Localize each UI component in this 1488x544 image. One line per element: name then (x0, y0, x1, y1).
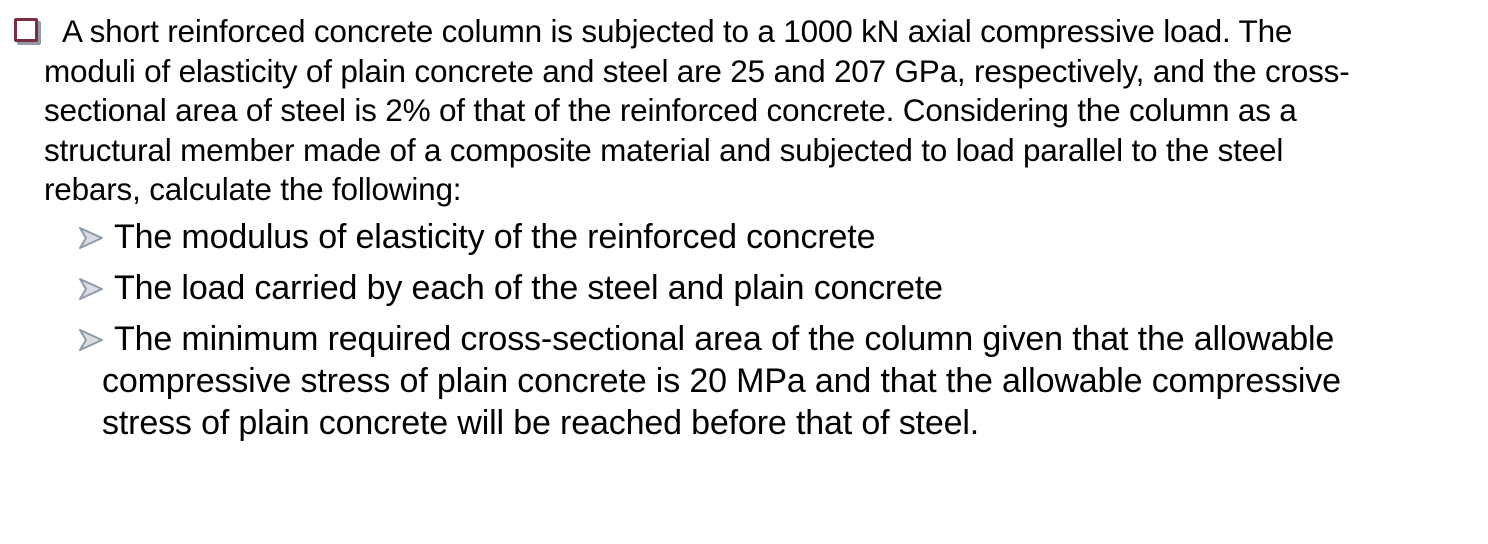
sub-item-line: The load carried by each of the steel and plain concrete (114, 269, 943, 307)
problem-line-2: moduli of elasticity of plain concrete and steel are 25 and 207 GPa, respectively, and the cross- (44, 52, 1350, 89)
sub-item-line: The minimum required cross-sectional area of the column given that the allowable (114, 320, 1335, 358)
square-bullet-icon (14, 18, 38, 42)
problem-statement (14, 12, 1454, 210)
problem-line-1 (14, 12, 1454, 52)
sub-item-load (78, 267, 1458, 309)
sub-item-area (78, 318, 1458, 444)
arrow-bullet-icon (78, 277, 104, 301)
problem-line-5: rebars, calculate the following: (44, 171, 462, 207)
arrow-bullet-icon (78, 328, 104, 352)
problem-text-line: A short reinforced concrete column is subjected to a 1000 kN axial compressive load. The (62, 13, 1293, 49)
sub-item-line: The modulus of elasticity of the reinforced concrete (114, 218, 876, 256)
sub-item-list (78, 216, 1458, 444)
sub-item-line: compressive stress of plain concrete is 20 MPa and that the allowable compressive (102, 362, 1341, 400)
sub-item-modulus (78, 216, 1458, 258)
problem-line-4: structural member made of a composite material and subjected to load parallel to the steel (44, 131, 1284, 168)
sub-item-text (102, 318, 1341, 444)
problem-line-3: sectional area of steel is 2% of that of the reinforced concrete. Considering the column as a (44, 92, 1297, 128)
sub-item-line: stress of plain concrete will be reached before that of steel. (102, 404, 980, 442)
arrow-bullet-icon (78, 226, 104, 250)
sub-item-text (114, 267, 943, 309)
sub-item-text (114, 216, 875, 258)
